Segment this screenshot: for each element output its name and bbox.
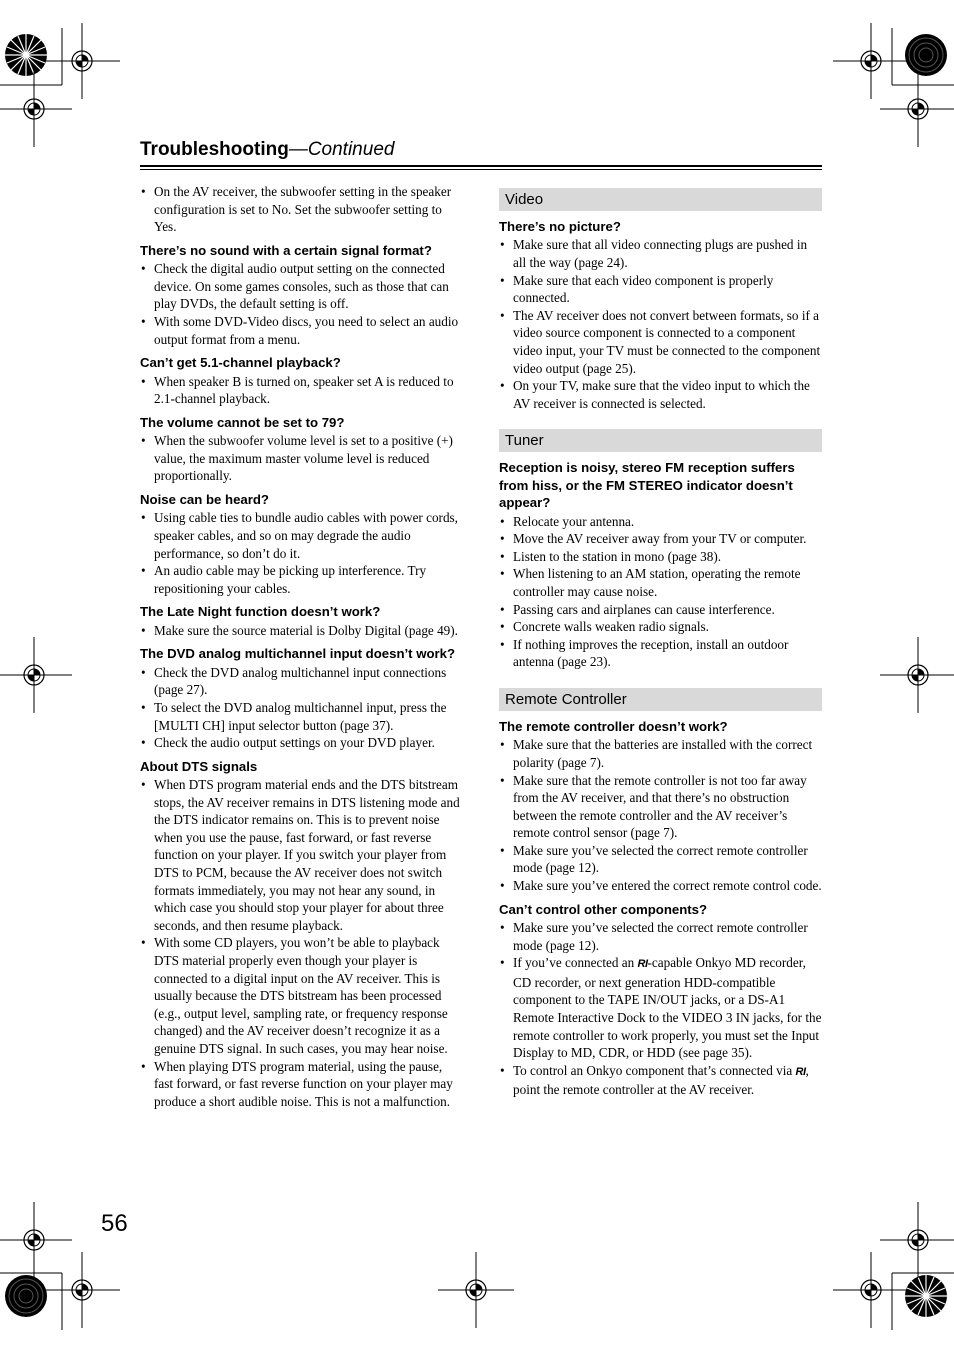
bullet-item: • Move the AV receiver away from your TV or computer.	[499, 530, 822, 548]
header-rule-thin	[140, 169, 822, 170]
crosshair-mark	[44, 23, 120, 99]
section-heading-tuner: Tuner	[499, 429, 822, 452]
bullet-item: • Using cable ties to bundle audio cables with power cords, speaker cables, and so on may degrade the audio performance, so don’t do it.	[140, 509, 464, 562]
bullet-item: • Listen to the station in mono (page 38).	[499, 548, 822, 566]
bullet-item: • Relocate your antenna.	[499, 513, 822, 531]
bullet-list	[140, 183, 464, 236]
bullet-item: • An audio cable may be picking up interference. Try repositioning your cables.	[140, 562, 464, 597]
bullet-item: • Make sure that the batteries are installed with the correct polarity (page 7).	[499, 736, 822, 771]
question-heading: The DVD analog multichannel input doesn’t work?	[140, 646, 456, 662]
bullet-list	[140, 373, 464, 408]
bullet-list	[140, 776, 464, 1110]
bullet-list	[499, 236, 822, 412]
bullet-item	[499, 1062, 822, 1099]
ri-logo-icon: RI	[795, 1065, 806, 1078]
bullet-text: , point the remote controller at the AV receiver.	[513, 1062, 809, 1098]
bullet-item: • When playing DTS program material, using the pause, fast forward, or fast reverse function on your player may produce a short audible noise. This is not a malfunction.	[140, 1058, 464, 1111]
question-heading: Can’t control other components?	[499, 901, 708, 917]
bullet-item: • When speaker B is turned on, speaker set A is reduced to 2.1-channel playback.	[140, 373, 464, 408]
section-heading-remote-controller: Remote Controller	[499, 688, 822, 711]
crosshair-mark	[833, 23, 909, 99]
question-heading: There’s no sound with a certain signal format?	[140, 242, 432, 258]
bullet-item	[499, 954, 822, 1062]
question-heading: The volume cannot be set to 79?	[140, 414, 345, 430]
bullet-item: • The AV receiver does not convert between formats, so if a video source component is connected to a component video input, your TV must be connected to the component video output (page 25).	[499, 307, 822, 377]
ri-logo-icon: RI	[637, 958, 648, 971]
question-heading: Noise can be heard?	[140, 491, 269, 507]
right-column	[499, 188, 822, 1099]
page-title: Troubleshooting	[140, 139, 289, 160]
bullet-item: • If nothing improves the reception, install an outdoor antenna (page 23).	[499, 636, 822, 671]
bullet-item: • Check the digital audio output setting on the connected device. On some games consoles, such as those that can play DVDs, the default setting is off.	[140, 260, 464, 313]
bullet-item: • Make sure you’ve entered the correct remote control code.	[499, 877, 822, 895]
bullet-item: • Make sure that the remote controller is not too far away from the AV receiver, and that there’s no obstruction between the remote controller and the AV receiver’s remote control sensor (page 7).	[499, 772, 822, 842]
bullet-item: • Make sure that all video connecting plugs are pushed in all the way (page 24).	[499, 236, 822, 271]
question-heading: About DTS signals	[140, 758, 258, 774]
bullet-item: • With some CD players, you won’t be able to playback DTS material properly even though your player is connected to a digital input on the AV receiver. This is usually because the DTS bitstream has been processed (e.g., output level, sampling rate, or frequency response changed) and the AV receiver doesn’t recognize it as a genuine DTS signal. In such cases, you may hear noise.	[140, 934, 464, 1057]
bullet-item: • With some DVD-Video discs, you need to select an audio output format from a menu.	[140, 313, 464, 348]
bullet-item: • Make sure you’ve selected the correct remote controller mode (page 12).	[499, 919, 822, 954]
bullet-list	[140, 664, 464, 752]
crosshair-mark	[0, 71, 72, 147]
crosshair-mark	[880, 637, 954, 713]
section-heading-video: Video	[499, 188, 822, 211]
bullet-item: • Make sure the source material is Dolby Digital (page 49).	[140, 622, 464, 640]
bullet-list	[499, 513, 822, 671]
bullet-item: • Check the DVD analog multichannel input connections (page 27).	[140, 664, 464, 699]
crosshair-mark	[880, 1202, 954, 1278]
bullet-item: • Passing cars and airplanes can cause interference.	[499, 601, 822, 619]
bullet-item: • Concrete walls weaken radio signals.	[499, 618, 822, 636]
starburst-mark	[905, 1275, 947, 1317]
starburst-mark	[5, 34, 47, 76]
question-heading: There’s no picture?	[499, 219, 621, 234]
bullet-list	[140, 509, 464, 597]
crosshair-mark	[0, 1202, 72, 1278]
bullet-item: • On your TV, make sure that the video input to which the AV receiver is connected is selected.	[499, 377, 822, 412]
bullet-text: To control an Onkyo component that’s connected via	[513, 1062, 796, 1078]
bullet-item: • Check the audio output settings on your DVD player.	[140, 734, 464, 752]
bullet-item: • When the subwoofer volume level is set to a positive (+) value, the maximum master volume level is reduced proportionally.	[140, 432, 464, 485]
page-header	[140, 139, 822, 161]
bullet-item: • When listening to an AM station, operating the remote controller may cause noise.	[499, 565, 822, 600]
bullet-text: -capable Onkyo MD recorder, CD recorder, or next generation HDD-compatible component to the TAPE IN/OUT jacks, or a DS-A1 Remote Interactive Dock to the VIDEO 3 IN jacks, for the remote controller to work properly, you must set the Input Display to MD, CDR, or HDD (see page 35).	[513, 955, 822, 1061]
bullet-list	[140, 432, 464, 485]
crosshair-mark	[438, 1252, 514, 1328]
bullet-item: • Make sure that each video component is properly connected.	[499, 272, 822, 307]
question-heading: Can’t get 5.1-channel playback?	[140, 355, 341, 371]
bullet-list	[140, 622, 464, 640]
bullet-text: If you’ve connected an	[513, 955, 638, 971]
bullet-item: • Make sure you’ve selected the correct remote controller mode (page 12).	[499, 842, 822, 877]
bullet-item: • When DTS program material ends and the DTS bitstream stops, the AV receiver remains in DTS listening mode and the DTS indicator remains on. This is to prevent noise when you use the pause, fast forward, or fast reverse function on your player. If you switch your player from DTS to PCM, because the AV receiver does not switch formats immediately, you may not hear any sound, in which case you should stop your player for about three seconds, and then resume playback.	[140, 776, 464, 934]
bullet-item: • To select the DVD analog multichannel input, press the [MULTI CH] input selector button (page 37).	[140, 699, 464, 734]
crosshair-mark	[0, 637, 72, 713]
bullet-item: • On the AV receiver, the subwoofer setting in the speaker configuration is set to No. Set the subwoofer setting to Yes.	[140, 183, 464, 236]
bullet-list	[499, 919, 822, 1099]
question-heading: Reception is noisy, stereo FM reception suffers from hiss, or the FM STEREO indicator doesn’t appear?	[499, 460, 795, 511]
starburst-mark	[905, 34, 947, 76]
left-column	[140, 183, 464, 1110]
bullet-list	[140, 260, 464, 348]
crosshair-mark	[833, 1252, 909, 1328]
starburst-mark	[5, 1275, 47, 1317]
bullet-list	[499, 736, 822, 894]
crosshair-mark	[44, 1252, 120, 1328]
crosshair-mark	[880, 71, 954, 147]
page-number: 56	[101, 1210, 128, 1237]
page-subtitle: —Continued	[288, 139, 395, 160]
question-heading: The remote controller doesn’t work?	[499, 718, 728, 734]
question-heading: The Late Night function doesn’t work?	[140, 604, 381, 620]
header-rule-thick	[140, 165, 822, 167]
